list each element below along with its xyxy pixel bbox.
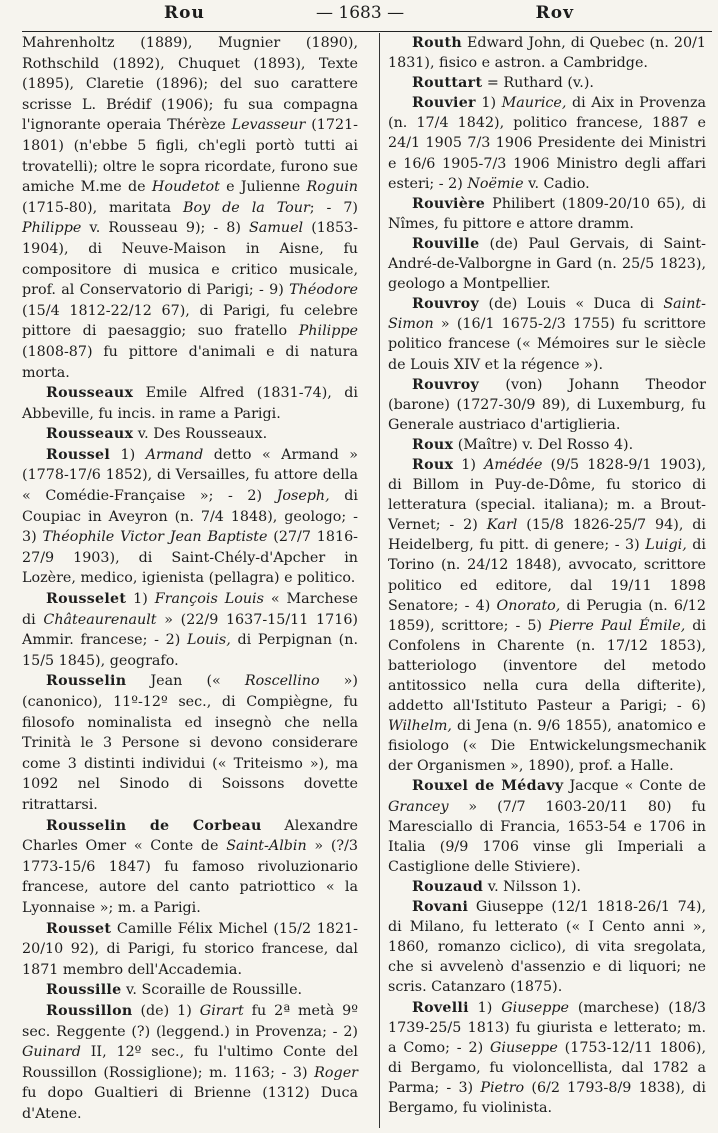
entry-text: Giuseppe (12/1 1818-26/1 74), di Milano, fu letterato (« I Cento anni », 1860, romanzo ciclico), di vita sregolata, che si avvelenò d'assenzio e di liquori; ne scris. Catanzaro (1875). [388, 899, 706, 996]
entry-italic-text: Houdetot [151, 179, 220, 196]
entry-headword: Routtart [412, 75, 483, 92]
entry-italic-text: Amédée [484, 456, 543, 473]
entry-text: ») (canonico), 11º-12º sec., di Compiègne, fu filosofo nominalista ed insegnò che nella Trinità le 3 Persone si devono considerare come 3 distinti individui (« Triteismo »), ma 1092 nel Sinodo di Soissons dovette ritrattarsi. [22, 673, 358, 813]
entry-italic-text: Boy de la Tour [183, 199, 310, 216]
entry-text: (1808-87) fu pittore d'animali e di natura morta. [22, 343, 358, 381]
dictionary-entry [388, 93, 706, 193]
entry-italic-text: Saint-Albin [226, 838, 307, 855]
entry-text: v. Rousseau 9); - 8) [81, 220, 250, 237]
entry-text: (von) Johann Theodor (barone) (1727-30/9 89), di Luxemburg, fu Generale austriaco d'artiglieria. [388, 376, 706, 433]
dictionary-entry [22, 919, 358, 981]
entry-text: v. Cadio. [523, 175, 590, 192]
dictionary-entry [388, 877, 706, 897]
entry-italic-text: Roscellino [244, 673, 320, 690]
dictionary-entry [388, 435, 706, 455]
entry-italic-text: Maurice, [501, 95, 567, 112]
entry-text: » (16/1 1675-2/3 1755) fu scrittore politico francese (« Mémoires sur le siècle de Louis XIV et la régence »). [388, 316, 706, 373]
entry-text: (15/8 1826-25/7 94), di Heidelberg, fu pitt. di genere; - 3) [388, 517, 706, 554]
entry-italic-text: François Louis [154, 591, 264, 608]
entry-headword: Rouxel de Médavy [412, 778, 564, 795]
dictionary-entry [388, 897, 706, 997]
dictionary-entry [388, 375, 706, 435]
dictionary-entry [388, 294, 706, 374]
entry-text: Alexandre Charles Omer « Conte de [22, 817, 358, 855]
entry-text: » (7/7 1603-20/11 80) fu Maresciallo di Francia, 1653-54 e 1706 in Italia (9/9 1706 vinse gli Imperiali a Castiglione delle Stiviere). [388, 798, 706, 875]
entry-italic-text: Levasseur [231, 117, 306, 134]
entry-headword: Routh [412, 35, 462, 51]
entry-italic-text: Théophile Victor Jean Baptiste [42, 529, 268, 546]
entry-headword: Rouvroy [412, 296, 480, 313]
entry-text: Edward John, di Quebec (n. 20/1 1831), fisico e astron. a Cambridge. [388, 35, 706, 72]
entry-text: « Marchese di [22, 591, 359, 628]
entry-headword: Roux [412, 456, 454, 473]
entry-text: (de) Paul Gervais, di Saint-André-de-Valborgne in Gard (n. 25/5 1823), geologo a Montpellier. [388, 235, 706, 293]
entry-text: di Aix in Provenza (n. 17/4 1842), politico francese, 1887 e 24/1 1905 7/3 1906 Presidente dei Ministri e 16/6 1905-7/3 1906 Ministro degli affari esteri; - 2) [388, 95, 707, 192]
entry-text: v. Scoraille de Roussille. [121, 982, 303, 999]
entry-text: 1) [110, 446, 146, 463]
dictionary-entry [22, 589, 358, 671]
header-rule [22, 31, 712, 32]
entry-italic-text: Noëmie [467, 175, 524, 192]
entry-text: II, 12º sec., fu l'ultimo Conte del Roussillon (Rossiglione); m. 1163; - 3) [22, 1044, 358, 1081]
page-number: — 1683 — [316, 3, 405, 23]
dictionary-entry [22, 1001, 358, 1125]
entry-text: di Perugia (n. 6/12 1859), scrittore; - 5) [388, 597, 706, 634]
entry-headword: Rouvière [412, 195, 486, 212]
entry-italic-text: Joseph, [276, 488, 330, 505]
entry-italic-text: Guinard [22, 1044, 81, 1061]
entry-text: Emile Alfred (1831-74), di Abbeville, fu incis. in rame a Parigi. [22, 385, 358, 422]
entry-italic-text: Roger [314, 1064, 358, 1081]
entry-text: (15/4 1812-22/12 67), di Parigi, fu celebre pittore di paesaggio; suo fratello [22, 302, 358, 340]
dictionary-entry [22, 445, 358, 589]
entry-italic-text: Karl [486, 517, 518, 534]
entry-text: (9/5 1828-9/1 1903), di Billom in Puy-de-Dôme, fu storico di letteratura (special. italiana); m. a Brout-Vernet; - 2) [388, 456, 707, 534]
entry-text: fu 2ª metà 9º sec. Reggente (?) (leggend.) in Provenza; - 2) [22, 1002, 358, 1040]
entry-headword: Rousselet [46, 591, 127, 608]
entry-headword: Roussillon [46, 1002, 133, 1019]
dictionary-entry [22, 33, 358, 383]
entry-italic-text: Giuseppe [490, 1039, 558, 1056]
entry-text: (6/2 1793-8/9 1838), di Bergamo, fu violinista. [388, 1079, 706, 1116]
entry-text: 1) [475, 95, 502, 112]
entry-text: Jean (« [126, 673, 245, 690]
entry-text: (1721-1801) (n'ebbe 5 figli, ch'egli portò tutti ai trovatelli); oltre le sopra ricordate, furono sue amiche M.me de [22, 117, 358, 196]
entry-text: di Jena (n. 9/6 1855), anatomico e fisiologo (« Die Entwickelungsmechanik der Organismen », 1890), prof. a Halle. [388, 718, 706, 775]
entry-headword: Rousseaux [46, 426, 134, 443]
dictionary-entry [22, 671, 358, 815]
entry-headword: Rousselin [46, 673, 127, 690]
right-column [388, 33, 706, 1118]
entry-text: di Confolens in Charente (n. 17/12 1853), batteriologo (inventore del metodo antitossico nella cura della difterite), addetto all'Istituto Pasteur a Parigi; - 6) [388, 617, 707, 715]
entry-italic-text: Philippe [22, 220, 82, 237]
entry-headword: Roussille [46, 982, 122, 999]
dictionary-entry [388, 998, 706, 1119]
entry-italic-text: Giuseppe [501, 999, 569, 1016]
entry-italic-text: Théodore [289, 282, 358, 299]
dictionary-entry [388, 33, 706, 73]
left-column [22, 33, 358, 1124]
entry-italic-text: Châteaurenault [43, 611, 157, 628]
entry-headword: Rousseaux [46, 385, 134, 402]
entry-headword: Roux [412, 436, 454, 453]
entry-italic-text: Samuel [249, 220, 304, 237]
entry-headword: Roussel [46, 446, 111, 463]
dictionary-entry [388, 194, 706, 234]
entry-text: (de) 1) [132, 1002, 200, 1019]
header-left-guide-word: Rou [164, 3, 205, 23]
entry-headword: Rovani [412, 899, 469, 916]
entry-text: 1) [453, 456, 485, 473]
dictionary-entry [388, 455, 706, 777]
entry-text: (Maître) v. Del Rosso 4). [453, 436, 634, 453]
entry-text: di Coupiac in Aveyron (n. 7/4 1848), geologo; - 3) [22, 488, 358, 546]
entry-text: fu dopo Gualtieri di Brienne (1312) Duca d'Atene. [22, 1085, 358, 1122]
entry-text: 1) [468, 999, 502, 1016]
entry-headword: Rouvroy [412, 376, 480, 393]
entry-italic-text: Armand [145, 446, 204, 463]
dictionary-entry [388, 234, 706, 294]
entry-text: (27/7 1816-27/9 1903), di Saint-Chély-d'Apcher in Lozère, medico, igienista (pellagra) e politico. [22, 529, 358, 587]
entry-italic-text: Luigi, [645, 537, 687, 554]
entry-italic-text: Louis, [187, 632, 231, 649]
entry-text: Mahrenholtz (1889), Mugnier (1890), Rothschild (1892), Chuquet (1893), Texte (1895), Claretie (1896); del suo carattere scrisse L. Brédif (1906); fu sua compagna l'ignorante operaia Thérèze [22, 35, 358, 134]
entry-headword: Rousset [46, 920, 112, 937]
column-divider [379, 33, 380, 1128]
entry-text: (1715-80), maritata [22, 199, 184, 216]
entry-text: » (?/3 1773-15/6 1847) fu famoso rivoluzionario francese, autore del canto patriottico « la Lyonnaise »; m. a Parigi. [22, 838, 358, 916]
entry-text: » (22/9 1637-15/11 1716) Ammir. francese; - 2) [22, 611, 358, 649]
dictionary-entry [388, 776, 706, 876]
entry-italic-text: Pierre Paul Émile, [549, 617, 686, 634]
entry-text: di Perpignan (n. 15/5 1845), geografo. [22, 632, 358, 669]
entry-text: Philibert (1809-20/10 65), di Nîmes, fu pittore e attore dramm. [388, 195, 706, 232]
entry-text: e Julienne [219, 179, 307, 196]
dictionary-entry [22, 816, 358, 919]
entry-italic-text: Onorato, [496, 597, 561, 614]
entry-text: 1) [126, 591, 155, 608]
dictionary-entry [22, 424, 358, 445]
entry-italic-text: Wilhelm, [388, 718, 452, 735]
entry-text: ; - 7) [309, 199, 358, 216]
entry-text: Jacque « Conte de [563, 778, 706, 795]
entry-italic-text: Saint-Simon [388, 296, 706, 333]
entry-italic-text: Grancey [388, 798, 449, 815]
entry-headword: Rovelli [412, 999, 469, 1016]
entry-text: (1853-1904), di Neuve-Maison in Aisne, fu compositore di musica e critico musicale, prof. al Conservatorio di Parigi; - 9) [22, 220, 358, 299]
entry-text: (1753-12/11 1806), di Bergamo, fu violoncellista, dal 1782 a Parma; - 3) [388, 1039, 707, 1096]
entry-text: detto « Armand » (1778-17/6 1852), di Versailles, fu attore della « Comédie-Française »; - 2) [22, 446, 358, 505]
entry-headword: Rouvier [412, 95, 476, 112]
header-right-guide-word: Rov [535, 3, 574, 23]
entry-text: = Ruthard (v.). [482, 75, 594, 92]
entry-italic-text: Pietro [480, 1079, 525, 1096]
dictionary-entry [388, 73, 706, 93]
entry-italic-text: Philippe [298, 323, 358, 340]
entry-italic-text: Roguin [306, 179, 358, 196]
entry-headword: Rouville [412, 235, 480, 252]
dictionary-entry [22, 383, 358, 424]
entry-text: (de) Louis « Duca di [479, 296, 664, 313]
entry-text: v. Nilsson 1). [483, 878, 582, 895]
entry-text: v. Des Rousseaux. [133, 426, 268, 443]
entry-text: (marchese) (18/3 1739-25/5 1813) fu giurista e letterato; m. a Como; - 2) [388, 999, 706, 1056]
dictionary-entry [22, 980, 358, 1001]
entry-headword: Rouzaud [412, 878, 484, 895]
running-header [22, 3, 708, 27]
entry-italic-text: Girart [199, 1002, 244, 1019]
entry-headword: Rousselin de Corbeau [46, 817, 262, 834]
entry-text: di Torino (n. 24/12 1848), avvocato, scrittore politico ed editore, dal 19/11 1898 Senatore; - 4) [388, 537, 706, 614]
entry-text: Camille Félix Michel (15/2 1821-20/10 92), di Parigi, fu storico francese, dal 1871 membro dell'Accademia. [22, 920, 358, 978]
